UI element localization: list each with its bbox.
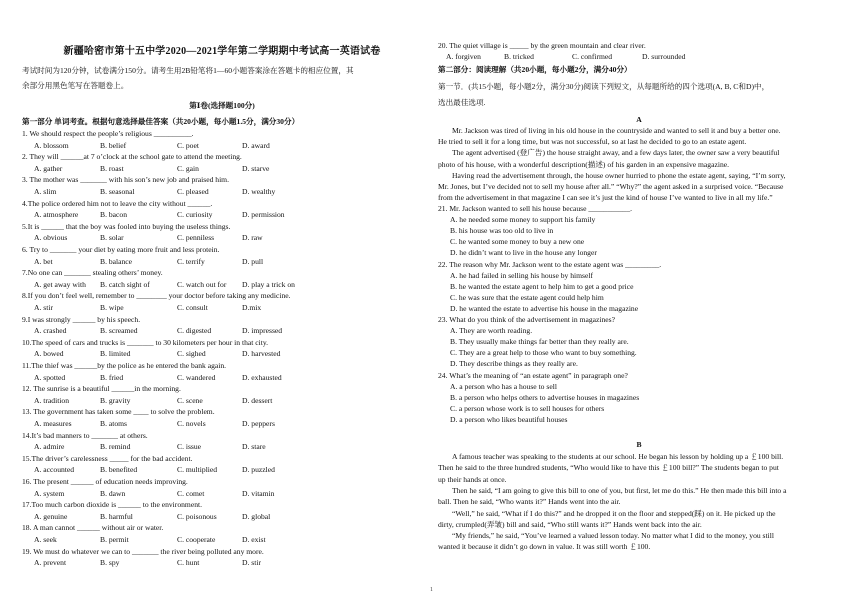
- q13-option-a: A. measures: [34, 418, 72, 428]
- passage-b-line: Then he said, “I am going to give this bill to one of you, but first, let me do this.” He then made this bill into a: [452, 485, 787, 495]
- section-two-instruction-1: 第一节．(共15小题，每小题2分，满分30分)阅读下列短文，从每题所给的四个选项(A, B, C和D)中，: [438, 82, 770, 91]
- q16-option-c: C. comet: [177, 488, 205, 498]
- q24-option-a: A. a person who has a house to sell: [450, 381, 557, 391]
- q11-option-a: A. spotted: [34, 372, 66, 382]
- q5-option-c: C. penniless: [177, 233, 215, 243]
- q23-option-a: A. They are worth reading.: [450, 326, 533, 336]
- question-9: 9.I was strongly ______ by his speech.: [22, 314, 141, 324]
- q22-option-d: D. he wanted the estate to advertise his house in the magazine: [450, 303, 639, 313]
- q16-option-d: D. vitamin: [242, 488, 275, 498]
- q3-option-c: C. pleased: [177, 186, 209, 196]
- q18-option-d: D. exist: [242, 534, 266, 544]
- section-two-heading: 第二部分：阅读理解（共20小题，每小题2分，满分40分）: [438, 65, 632, 74]
- question-2: 2. They will ______at 7 o’clock at the school gate to attend the meeting.: [22, 152, 242, 162]
- q21-option-d: D. he didn’t want to live in the house any longer: [450, 248, 597, 258]
- q23-option-d: D. They describe things as they really are.: [450, 359, 578, 369]
- q5-option-d: D. raw: [242, 233, 263, 243]
- passage-a-line: Mr. Jones, but I’ve decided not to sell my house after all.” “Why?” the agent asked in a surprised voice. “Because: [438, 182, 784, 191]
- q12-option-a: A. tradition: [34, 395, 70, 405]
- question-4: 4.The police ordered him not to leave the city without ______.: [22, 198, 213, 208]
- q15-option-c: C. multiplied: [177, 465, 218, 475]
- q24-option-c: C. a person whose work is to sell houses for others: [450, 403, 605, 413]
- section-two-instruction-2: 选出最佳选项.: [438, 98, 486, 107]
- q7-option-b: B. catch sight of: [100, 279, 150, 289]
- q14-option-d: D. stare: [242, 442, 266, 452]
- passage-b-line: A famous teacher was speaking to the students at our school. He began his lesson by holding up a ￡100 bill.: [452, 452, 784, 461]
- instruction-line-1: 考试时间为120分钟，试卷满分150分。请考生用2B铅笔将1—60小题答案涂在答题卡的相应位置，其: [22, 66, 354, 75]
- instruction-line-2: 余部分用黑色笔写在答题卷上。: [22, 81, 129, 90]
- q24-option-d: D. a person who likes beautiful houses: [450, 414, 568, 424]
- question-21: 21. Mr. Jackson wanted to sell his house because ___________.: [438, 204, 633, 213]
- q17-option-a: A. genuine: [34, 511, 68, 521]
- q6-option-b: B. balance: [100, 256, 133, 266]
- q18-option-a: A. seek: [34, 534, 57, 544]
- q2-option-a: A. gather: [34, 163, 63, 173]
- question-14: 14.It’s bad manners to _______ at others.: [22, 430, 148, 440]
- q4-option-b: B. bacon: [100, 210, 127, 220]
- q8-option-d: D.mix: [242, 302, 262, 312]
- question-17: 17.Too much carbon dioxide is ______ to the environment.: [22, 500, 202, 510]
- q1-option-a: A. blossom: [34, 140, 69, 150]
- q6-option-c: C. terrify: [177, 256, 205, 266]
- passage-b-line: wanted it because it didn’t go down in value. It was still worth ￡100.: [438, 542, 651, 552]
- question-5: 5.It is ______ that the boy was fooled into buying the useless things.: [22, 221, 231, 231]
- q18-option-c: C. cooperate: [177, 534, 216, 544]
- q4-option-c: C. curiosity: [177, 210, 213, 220]
- q12-option-b: B. gravity: [100, 395, 131, 405]
- question-20: 20. The quiet village is _____ by the green mountain and clear river.: [438, 41, 646, 50]
- q22-option-c: C. he was sure that the estate agent could help him: [450, 292, 604, 302]
- q3-option-a: A. slim: [34, 186, 57, 196]
- passage-a-line: Having read the advertisement through, the house owner hurried to phone the estate agent, saying, “I’m sorry,: [452, 170, 786, 180]
- q17-option-b: B. harmful: [100, 511, 133, 521]
- q18-option-b: B. permit: [100, 534, 129, 544]
- q9-option-d: D. impressed: [242, 326, 283, 336]
- q6-option-d: D. pull: [242, 256, 264, 266]
- question-18: 18. A man cannot ______ without air or water.: [22, 523, 164, 533]
- passage-b-line: Then he said to the three hundred students, “Who would like to have this ￡100 bill?” The students began to put: [438, 463, 779, 473]
- q20-option-d: D. surrounded: [642, 52, 686, 61]
- question-7: 7.No one can _______ stealing others’ money.: [22, 268, 163, 278]
- q23-option-b: B. They usually make things far better than they really are.: [450, 337, 629, 347]
- question-1: 1. We should respect the people’s religious __________.: [22, 129, 194, 138]
- question-22: 22. The reason why Mr. Jackson went to the estate agent was _________.: [438, 259, 662, 269]
- question-3: 3. The mother was _______ with his son’s new job and praised him.: [22, 175, 229, 185]
- q11-option-d: D. exhausted: [242, 372, 282, 382]
- q4-option-a: A. atmosphere: [34, 210, 79, 220]
- q10-option-b: B. limited: [100, 349, 131, 359]
- question-11: 11.The thief was ______by the police as he entered the bank again.: [22, 361, 227, 370]
- q7-option-a: A. get away with: [34, 279, 86, 289]
- question-24: 24. What’s the meaning of “an estate agent” in paragraph one?: [438, 370, 628, 380]
- q9-option-c: C. digested: [177, 326, 212, 336]
- exam-title: 新疆哈密市第十五中学2020—2021学年第二学期期中考试高一英语试卷: [63, 46, 381, 57]
- q14-option-c: C. issue: [177, 442, 202, 452]
- q4-option-d: D. permission: [242, 210, 285, 220]
- q13-option-b: B. atoms: [100, 418, 128, 428]
- q8-option-b: B. wipe: [100, 302, 124, 312]
- passage-b-line: ball. Then he said, “Who wants it?” Hands went into the air.: [438, 497, 621, 507]
- q5-option-a: A. obvious: [34, 233, 68, 243]
- question-15: 15.The driver’s carelessness _____ for the bad accident.: [22, 453, 193, 463]
- q10-option-a: A. bowed: [34, 349, 64, 359]
- passage-a-line: He tried to sell it for a long time, but was not successful, so at last he decided to go to an estate agent.: [438, 137, 747, 147]
- section-one-heading: 第一部分 单词考查。根据句意选择最佳答案（共20小题，每小题1.5分，满分30分）: [22, 117, 300, 126]
- question-13: 13. The government has taken some ____ to solve the problem.: [22, 407, 215, 417]
- question-8: 8.If you don’t feel well, remember to ________ your doctor before taking any medicine.: [22, 291, 291, 301]
- q3-option-b: B. seasonal: [100, 186, 135, 196]
- q15-option-a: A. accounted: [34, 465, 75, 475]
- q21-option-b: B. his house was too old to live in: [450, 226, 554, 236]
- q2-option-c: C. gain: [177, 163, 199, 173]
- q22-option-b: B. he wanted the estate agent to help him to get a good price: [450, 281, 634, 291]
- passage-b-label: B: [636, 440, 642, 449]
- part-one-heading: 第Ⅰ卷(选择题100分): [189, 101, 255, 110]
- q1-option-c: C. poet: [177, 140, 199, 150]
- passage-b-line: dirty, crumpled(弄皱) bill and said, “Who still wants it?” Hands went back into the air.: [438, 519, 702, 529]
- page-number: 1: [430, 587, 433, 593]
- q5-option-b: B. solar: [100, 233, 124, 243]
- q2-option-d: D. starve: [242, 163, 270, 173]
- q17-option-c: C. poisonous: [177, 511, 217, 521]
- q11-option-b: B. fried: [100, 372, 124, 382]
- question-10: 10.The speed of cars and trucks is _______ to 30 kilometers per hour in that city.: [22, 337, 269, 347]
- passage-b-line: up their hands at once.: [438, 474, 507, 484]
- q13-option-c: C. novels: [177, 418, 206, 428]
- passage-a-line: The agent advertised (登广告) the house straight away, and a few days later, the owner saw a very beautiful: [452, 148, 780, 158]
- q10-option-d: D. harvested: [242, 349, 281, 359]
- passage-a-line: photo of his house, with a wonderful description(描述) of his garden in an expensive magazine.: [438, 159, 730, 169]
- q9-option-b: B. screamed: [100, 326, 138, 336]
- q21-option-c: C. he wanted some money to buy a new one: [450, 237, 585, 247]
- q19-option-b: B. spy: [100, 558, 120, 568]
- q3-option-d: D. wealthy: [242, 186, 276, 196]
- q11-option-c: C. wandered: [177, 372, 216, 382]
- q8-option-c: C. consult: [177, 302, 208, 312]
- q20-option-a: A. forgiven: [446, 52, 481, 61]
- question-19: 19. We must do whatever we can to _______ the river being polluted any more.: [22, 546, 264, 556]
- passage-a-line: from the advertisement in that magazine I can see it’s just the kind of house I’ve wanted to live in all my life.”: [438, 193, 773, 203]
- passage-a-label: A: [636, 115, 642, 124]
- q16-option-a: A. system: [34, 488, 65, 498]
- question-6: 6. Try to _______ your diet by eating more fruit and less protein.: [22, 245, 220, 254]
- q1-option-d: D. award: [242, 140, 270, 150]
- q10-option-c: C. sighed: [177, 349, 206, 359]
- q17-option-d: D. global: [242, 511, 271, 521]
- q19-option-c: C. hunt: [177, 558, 200, 568]
- q21-option-a: A. he needed some money to support his family: [450, 215, 596, 225]
- q6-option-a: A. bet: [34, 256, 53, 266]
- question-12: 12. The sunrise is a beautiful ______in the morning.: [22, 384, 181, 394]
- q12-option-c: C. scene: [177, 395, 203, 405]
- q20-option-b: B. tricked: [504, 52, 534, 61]
- passage-a-line: Mr. Jackson was tired of living in his old house in the countryside and wanted to sell it and buy a better one.: [452, 126, 781, 135]
- q19-option-a: A. prevent: [34, 558, 67, 568]
- q7-option-d: D. play a trick on: [242, 279, 295, 289]
- q1-option-b: B. belief: [100, 140, 127, 150]
- q15-option-d: D. puzzled: [242, 465, 275, 475]
- passage-b-line: “My friends,” he said, “You’ve learned a valued lesson today. No matter what I did to the money, you still: [452, 531, 774, 541]
- q20-option-c: C. confirmed: [572, 52, 613, 61]
- question-16: 16. The present ______ of education needs improving.: [22, 477, 188, 486]
- q12-option-d: D. dessert: [242, 395, 273, 405]
- q15-option-b: B. benefited: [100, 465, 138, 475]
- q13-option-d: D. peppers: [242, 418, 275, 428]
- q19-option-d: D. stir: [242, 558, 261, 568]
- q23-option-c: C. They are a great help to those who want to buy something.: [450, 348, 637, 358]
- q14-option-a: A. admire: [34, 442, 65, 452]
- question-23: 23. What do you think of the advertisement in magazines?: [438, 315, 615, 324]
- q9-option-a: A. crashed: [34, 326, 67, 336]
- q14-option-b: B. remind: [100, 442, 131, 452]
- q2-option-b: B. roast: [100, 163, 124, 173]
- passage-b-line: “Well,” he said, “What if I do this?” and he dropped it on the floor and stepped(踩) on it. He picked up the: [452, 508, 776, 518]
- q22-option-a: A. he had failed in selling his house by himself: [450, 270, 593, 280]
- q24-option-b: B. a person who helps others to advertise houses in magazines: [450, 392, 640, 402]
- q7-option-c: C. watch out for: [177, 279, 227, 289]
- q16-option-b: B. dawn: [100, 488, 126, 498]
- q8-option-a: A. stir: [34, 302, 53, 312]
